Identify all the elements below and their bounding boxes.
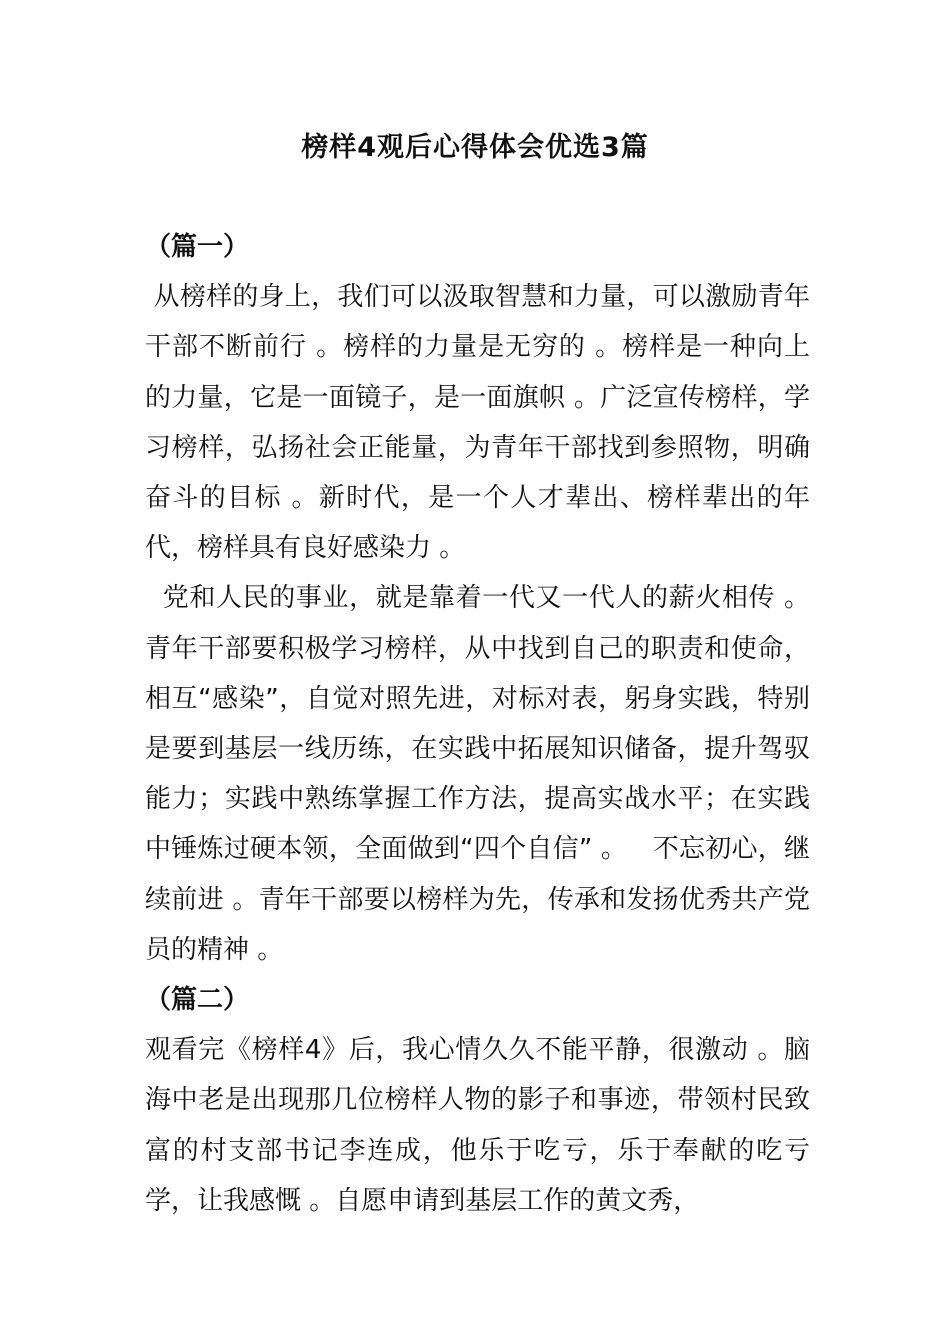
section-heading-2: （篇二）	[145, 985, 250, 1016]
section-2-paragraph-1: 观看完《榜样4》后，我心情久久不能平静，很激动 。脑海中老是出现那几位榜样人物的影子和事迹，带领村民致富的村支部书记李连成，他乐于吃亏，乐于奉献的吃亏学，让我感慨 。自愿申请到基层工作的黄文秀，	[145, 1035, 810, 1216]
document-body	[145, 222, 810, 1226]
section-heading-1: （篇一）	[145, 232, 250, 262]
document-title: 榜样4观后心得体会优选3篇	[301, 132, 649, 163]
section-1-paragraph-2: 党和人民的事业，就是靠着一代又一代人的薪火相传 。青年干部要积极学习榜样，从中找到自己的职责和使命，相互“感染”，自觉对照先进，对标对表，躬身实践，特别是要到基层一线历练，在实践中拓展知识储备，提升驾驭能力；实践中熟练掌握工作方法，提高实战水平；在实践中锤炼过硬本领，全面做到“四个自信” 。 不忘初心，继续前进 。青年干部要以榜样为先，传承和发扬优秀共产党员的精神 。	[145, 583, 811, 965]
section-1-paragraph-1: 从榜样的身上，我们可以汲取智慧和力量，可以激励青年干部不断前行 。榜样的力量是无穷的 。榜样是一种向上的力量，它是一面镜子，是一面旗帜 。广泛宣传榜样，学习榜样，弘扬社会正能量，为青年干部找到参照物，明确奋斗的目标 。新时代，是一个人才辈出、榜样辈出的年代，榜样具有良好感染力 。	[145, 282, 810, 564]
